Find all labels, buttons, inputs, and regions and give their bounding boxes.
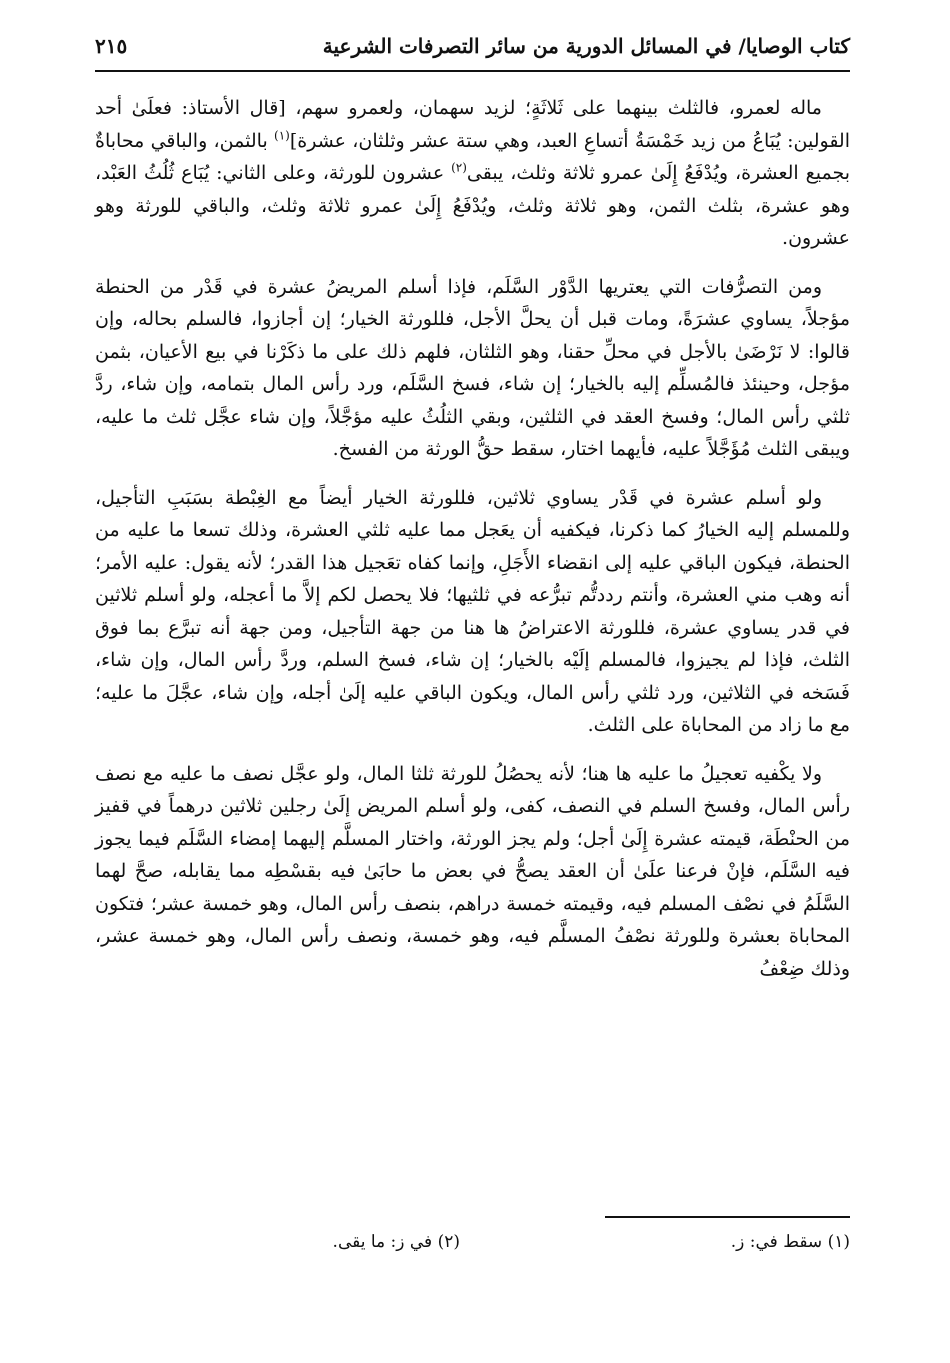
footnote-ref-2: (٢) <box>451 160 467 175</box>
page-number: ٢١٥ <box>95 34 128 58</box>
footnote-1: (١) سقط في: ز. <box>730 1232 850 1252</box>
paragraph-1-part-a: ماله لعمرو، فالثلث بينهما على ثَلاثَةٍ؛ لزيد سهمان، ولعمرو سهم، [قال الأستاذ: فعلَىٰ أحد القولين: يُبَاعُ من زيد خَمْسَةُ أتساعِ العبد، وهي ستة عشر وثلثان، عشرة] <box>95 97 850 152</box>
paragraph-1-part-c: عشرون للورثة، وعلى الثاني: يُبَاع ثُلُثُ العَبْد، وهو عشرة، بثلث الثمن، وهو ثلاثة وثلث، ويُدْفَعُ إِلَىٰ عمرو ثلاثة وثلث، والباقي للورثة وهو عشرون. <box>95 162 850 249</box>
paragraph-1 <box>95 92 850 255</box>
paragraph-4: ولا يكْفيه تعجيلُ ما عليه ها هنا؛ لأنه يحصُلُ للورثة ثلثا المال، ولو عجَّل نصف ما عليه مع نصف رأس المال، وفسخ السلم في النصف، كفى، ولو أسلم المريض إلَىٰ رجلين ثلاثين درهماً في قفيز من الحنْطَة، قيمته عشرة إِلَىٰ أجل؛ ولم يجز الورثة، واختار المسلَّم إليهما إمضاء السَّلَم فيما يجوز فيه السَّلَم، فإنْ فرعنا علَىٰ أن العقد يصحُّ في بعض ما حابَىٰ فيه بقسْطِه مما يقابله، صحَّ لهما السَّلَمُ في نصْف المسلم فيه، وقيمته خمسة دراهم، بنصف رأس المال، وهو خمسة عشر؛ فتكون المحاباة بعشرة وللورثة نصْفُ المسلَّم فيه، وهو خمسة، ونصف رأس المال، وهو خمسة عشر، وذلك ضِعْفُ <box>95 762 850 980</box>
paragraph-1-part-b: بالثمن، والباقي محاباةٌ بجميع العشرة، ويُدْفَعُ إِلَىٰ عمرو ثلاثة وثلث، يبقى <box>95 129 850 184</box>
running-title: كتاب الوصايا/ في المسائل الدورية من سائر التصرفات الشرعية <box>322 34 850 58</box>
paragraph-2: ومن التصرُّفات التي يعتريها الدَّوْر السَّلَم، فإذا أسلم المريضُ عشرة في قَدْر من الحنطة مؤجلاً، يساوي عشرَةً، ومات قبل أن يحلَّ الأجل، فللورثة الخيار؛ إن أجازوا، فالسلم بحاله، وإن قالوا: لا نَرْضَىٰ بالأجل في محلِّ حقنا، وهو الثلثان، فلهم ذلك على ما ذكَرْنا في بيع الأعيان، بثمن مؤجل، وحينئذ فالمُسلِّم إليه بالخيار؛ إن شاء، فسخ السَّلَم، ورد رأس المال بتمامه، وإن شاء، ردَّ ثلثي رأس المال؛ وفسخ العقد في الثلثين، وبقي الثلُثُ عليه مؤجَّلاً، وإن شاء عجَّل ثلث ما عليه، ويبقى الثلث مُؤَجَّلاً عليه، فأيهما اختار، سقط حقُّ الورثة من الفسخ. <box>95 275 850 460</box>
page-header <box>95 30 850 72</box>
footnote-separator <box>605 1216 850 1218</box>
footnote-2: (٢) في ز: ما يقى. <box>332 1232 460 1252</box>
main-text <box>95 92 850 1001</box>
paragraph-3: ولو أسلم عشرة في قَدْر يساوي ثلاثين، فللورثة الخيار أيضاً مع الغِبْطة بسَبَبِ التأجيل، وللمسلم إليه الخيارُ كما ذكرنا، فيكفيه أن يعَجل مما عليه ثلثي العشرة، وذلك تسعا ما عليه من الحنطة، فيكون الباقي عليه إلى انقضاء الأَجَلِ، وإنما كفاه تعَجيل هذا القدر؛ لأنه يقول: عليه الأمر؛ أنه وهب مني العشرة، وأنتم رددتُّم تبرُّعه في ثلثيها؛ فلا يحصل لكم إلاَّ ما أعجله، ولو أسلم ثلاثين في قدر يساوي عشرة، فللورثة الاعتراضُ ها هنا من جهة التأجيل، ومن جهة أنه تبرَّع بما فوق الثلث، فإذا لم يجيزوا، فالمسلم إلَيْه بالخيار؛ إن شاء، فسخ السلم، وردَّ رأس المال، وإن شاء، فَسَخه في الثلاثين، ورد ثلثي رأس المال، ويكون الباقي عليه إلَىٰ أجله، وإن شاء، عجَّلَ ما عليه؛ مع ما زاد من المحاباة على الثلث. <box>95 486 850 736</box>
footnote-ref-1: (١) <box>274 128 290 143</box>
